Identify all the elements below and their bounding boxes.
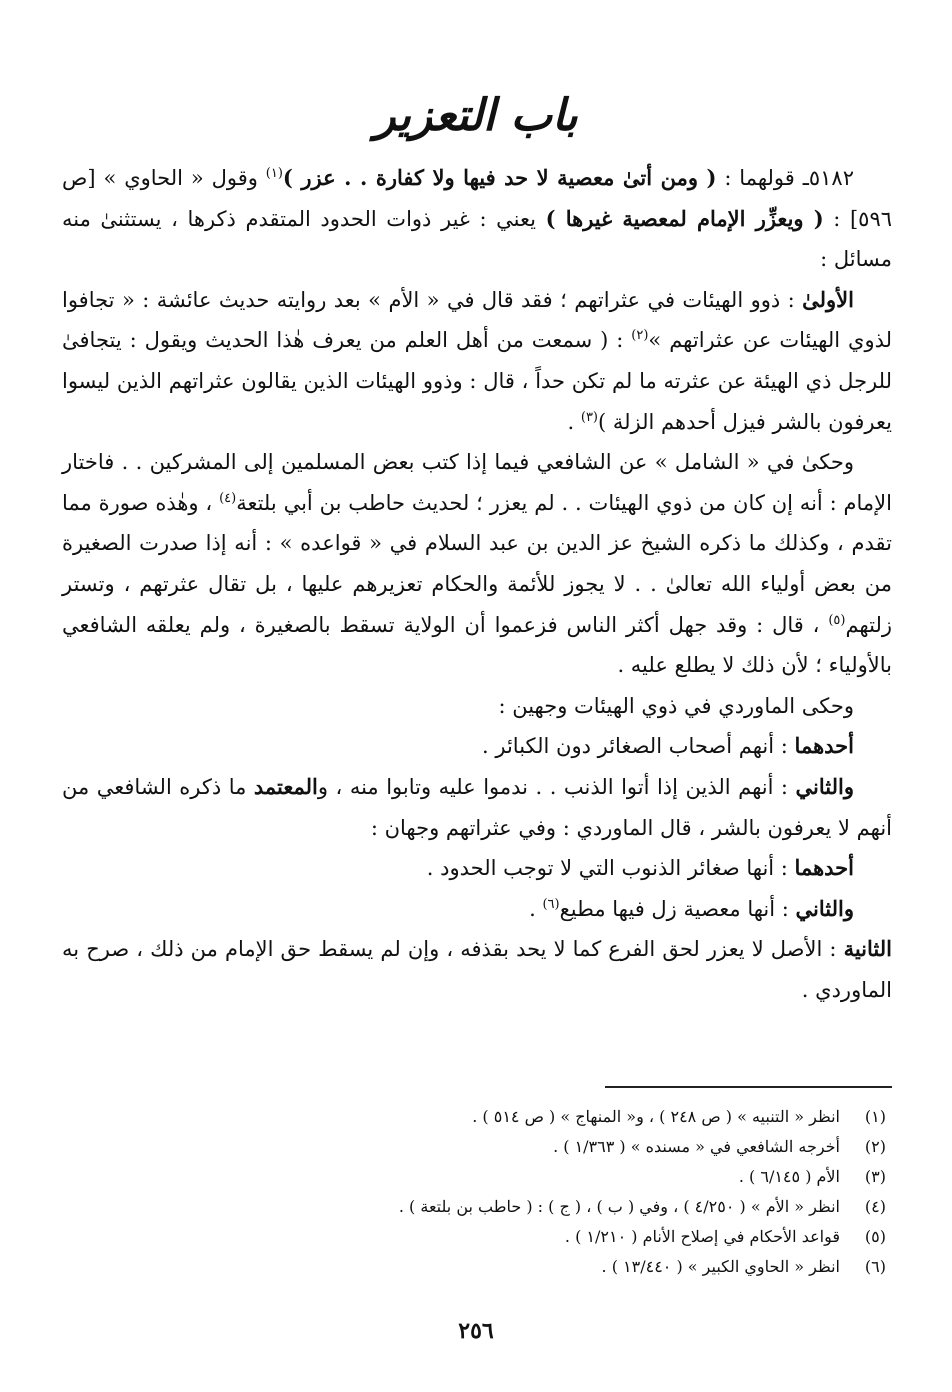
footnote [62, 1102, 892, 1132]
footnote-text: أخرجه الشافعي في « مسنده » ( ١/٣٦٣ ) . [553, 1137, 840, 1156]
text: ، قال : وقد جهل أكثر الناس فزعموا أن الولاية تسقط بالصغيرة ، ولم يعلقه الشافعي بالأولياء ؛ لأن ذلك لا يطلع عليه . [62, 612, 892, 678]
text: : أنها معصية زل فيها مطيع [559, 896, 796, 921]
text: وحكىٰ في « الشامل » عن الشافعي فيما إذا كتب بعض المسلمين إلى المشركين . . فاختار الإمام : أنه إن كان من ذوي الهيئات . . لم يعزر ؛ لحديث حاطب بن أبي بلتعة [62, 450, 892, 515]
text: . [567, 409, 581, 434]
page-number: ٢٥٦ [458, 1318, 494, 1344]
footnote-ref: (٦) [542, 896, 560, 912]
footnote [62, 1222, 892, 1252]
footnote-text: انظر « الحاوي الكبير » ( ١٣/٤٤٠ ) . [601, 1257, 840, 1276]
footnote-number: (٢) [864, 1137, 886, 1156]
heading-word: أحدهما [794, 733, 854, 759]
footnote-number: (٣) [864, 1167, 886, 1186]
footnote-ref: (٢) [631, 328, 649, 344]
heading-word: الأولىٰ [802, 286, 854, 312]
paragraph-5 [62, 726, 892, 767]
footnote-ref: (١) [265, 166, 283, 181]
paragraph-4 [62, 686, 892, 727]
text: وقول « الحاوي » [ص ٥٩٦] : [62, 166, 893, 231]
footnote-separator [605, 1086, 892, 1088]
footnote-number: (٦) [864, 1257, 886, 1276]
footnote-ref: (٥) [828, 612, 846, 628]
footnote-text: انظر « التنبيه » ( ص ٢٤٨ ) ، و« المنهاج » ( ص ٥١٤ ) . [472, 1107, 840, 1126]
text: ، وهٰذه صورة مما تقدم ، وكذلك ما ذكره الشيخ عز الدين بن عبد السلام في « قواعده » : أنه إذا صدرت الصغيرة من بعض أولياء الله تعالىٰ . . لا يجوز للأئمة والحكام تعزيرهم عليها ، بل تقال عثرتهم ، وتستر زلتهم [62, 490, 892, 637]
quoted-text: ( ومن أتىٰ معصية لا حد فيها ولا كفارة . . عزر ) [282, 165, 717, 190]
paragraph-1 [62, 158, 892, 280]
paragraph-9 [62, 929, 892, 1010]
paragraph-6 [62, 767, 892, 848]
footnote-number: (٤) [864, 1197, 886, 1216]
chapter-title: باب التعزير [374, 90, 578, 141]
quoted-text: ( ويعزِّر الإمام لمعصية غيرها ) [545, 205, 824, 231]
main-text [62, 158, 892, 1010]
text: ٥١٨٢ـ قولهما : [716, 166, 854, 190]
paragraph-2 [62, 280, 892, 442]
paragraph-3 [62, 442, 892, 686]
footnote-text: قواعد الأحكام في إصلاح الأنام ( ١/٢١٠ ) . [564, 1227, 840, 1246]
footnote [62, 1132, 892, 1162]
heading-word: الثانية [843, 936, 892, 962]
paragraph-8 [62, 889, 892, 930]
footnote [62, 1192, 892, 1222]
text: ما ذكره الشافعي من أنهم لا يعرفون بالشر ، قال الماوردي : وفي عثراتهم وجهان : [62, 774, 892, 840]
text: : ( سمعت من أهل العلم من يعرف هٰذا الحديث ويقول : يتجافىٰ للرجل ذي الهيئة عن عثرته ما لم تكن حداً ، قال : وذوو الهيئات الذين يقالون عثراتهم الذين ليسوا يعرفون بالشر فيزل أحدهم الزلة ) [62, 328, 892, 434]
footnote-number: (٥) [864, 1227, 886, 1246]
footnote-ref: (٣) [580, 409, 598, 425]
footnote-text: انظر « الأم » ( ٤/٢٥٠ ) ، وفي ( ب ) ، ( ج ) : ( حاطب بن بلتعة ) . [398, 1197, 840, 1216]
footnote [62, 1252, 892, 1282]
footnote-number: (١) [864, 1107, 886, 1126]
footnote [62, 1162, 892, 1192]
text: يعني : غير ذوات الحدود المتقدم ذكرها ، يستثنىٰ منه مسائل : [62, 206, 892, 272]
heading-word: أحدهما [794, 855, 854, 881]
heading-word: المعتمد [253, 773, 318, 799]
text: وحكى الماوردي في ذوي الهيئات وجهين : [498, 693, 854, 718]
text: . [529, 896, 543, 921]
text: : أنها صغائر الذنوب التي لا توجب الحدود . [426, 856, 795, 881]
paragraph-7 [62, 848, 892, 889]
heading-word: والثاني [795, 895, 854, 921]
text: : أنهم الذين إذا أتوا الذنب . . ندموا عليه وتابوا منه ، و [317, 774, 796, 799]
footnote-text: الأم ( ٦/١٤٥ ) . [738, 1167, 840, 1186]
text: : الأصل لا يعزر لحق الفرع كما لا يحد بقذفه ، وإن لم يسقط حق الإمام من ذلك ، صرح به الماوردي . [62, 937, 892, 1002]
text: : أنهم أصحاب الصغائر دون الكبائر . [482, 734, 795, 759]
heading-word: والثاني [795, 773, 854, 799]
footnote-ref: (٤) [219, 490, 237, 506]
footnotes [62, 1102, 892, 1282]
text: : ذوو الهيئات في عثراتهم ؛ فقد قال في « الأم » بعد روايته حديث عائشة : « تجافوا لذوي الهيئات عن عثراتهم » [62, 287, 893, 353]
